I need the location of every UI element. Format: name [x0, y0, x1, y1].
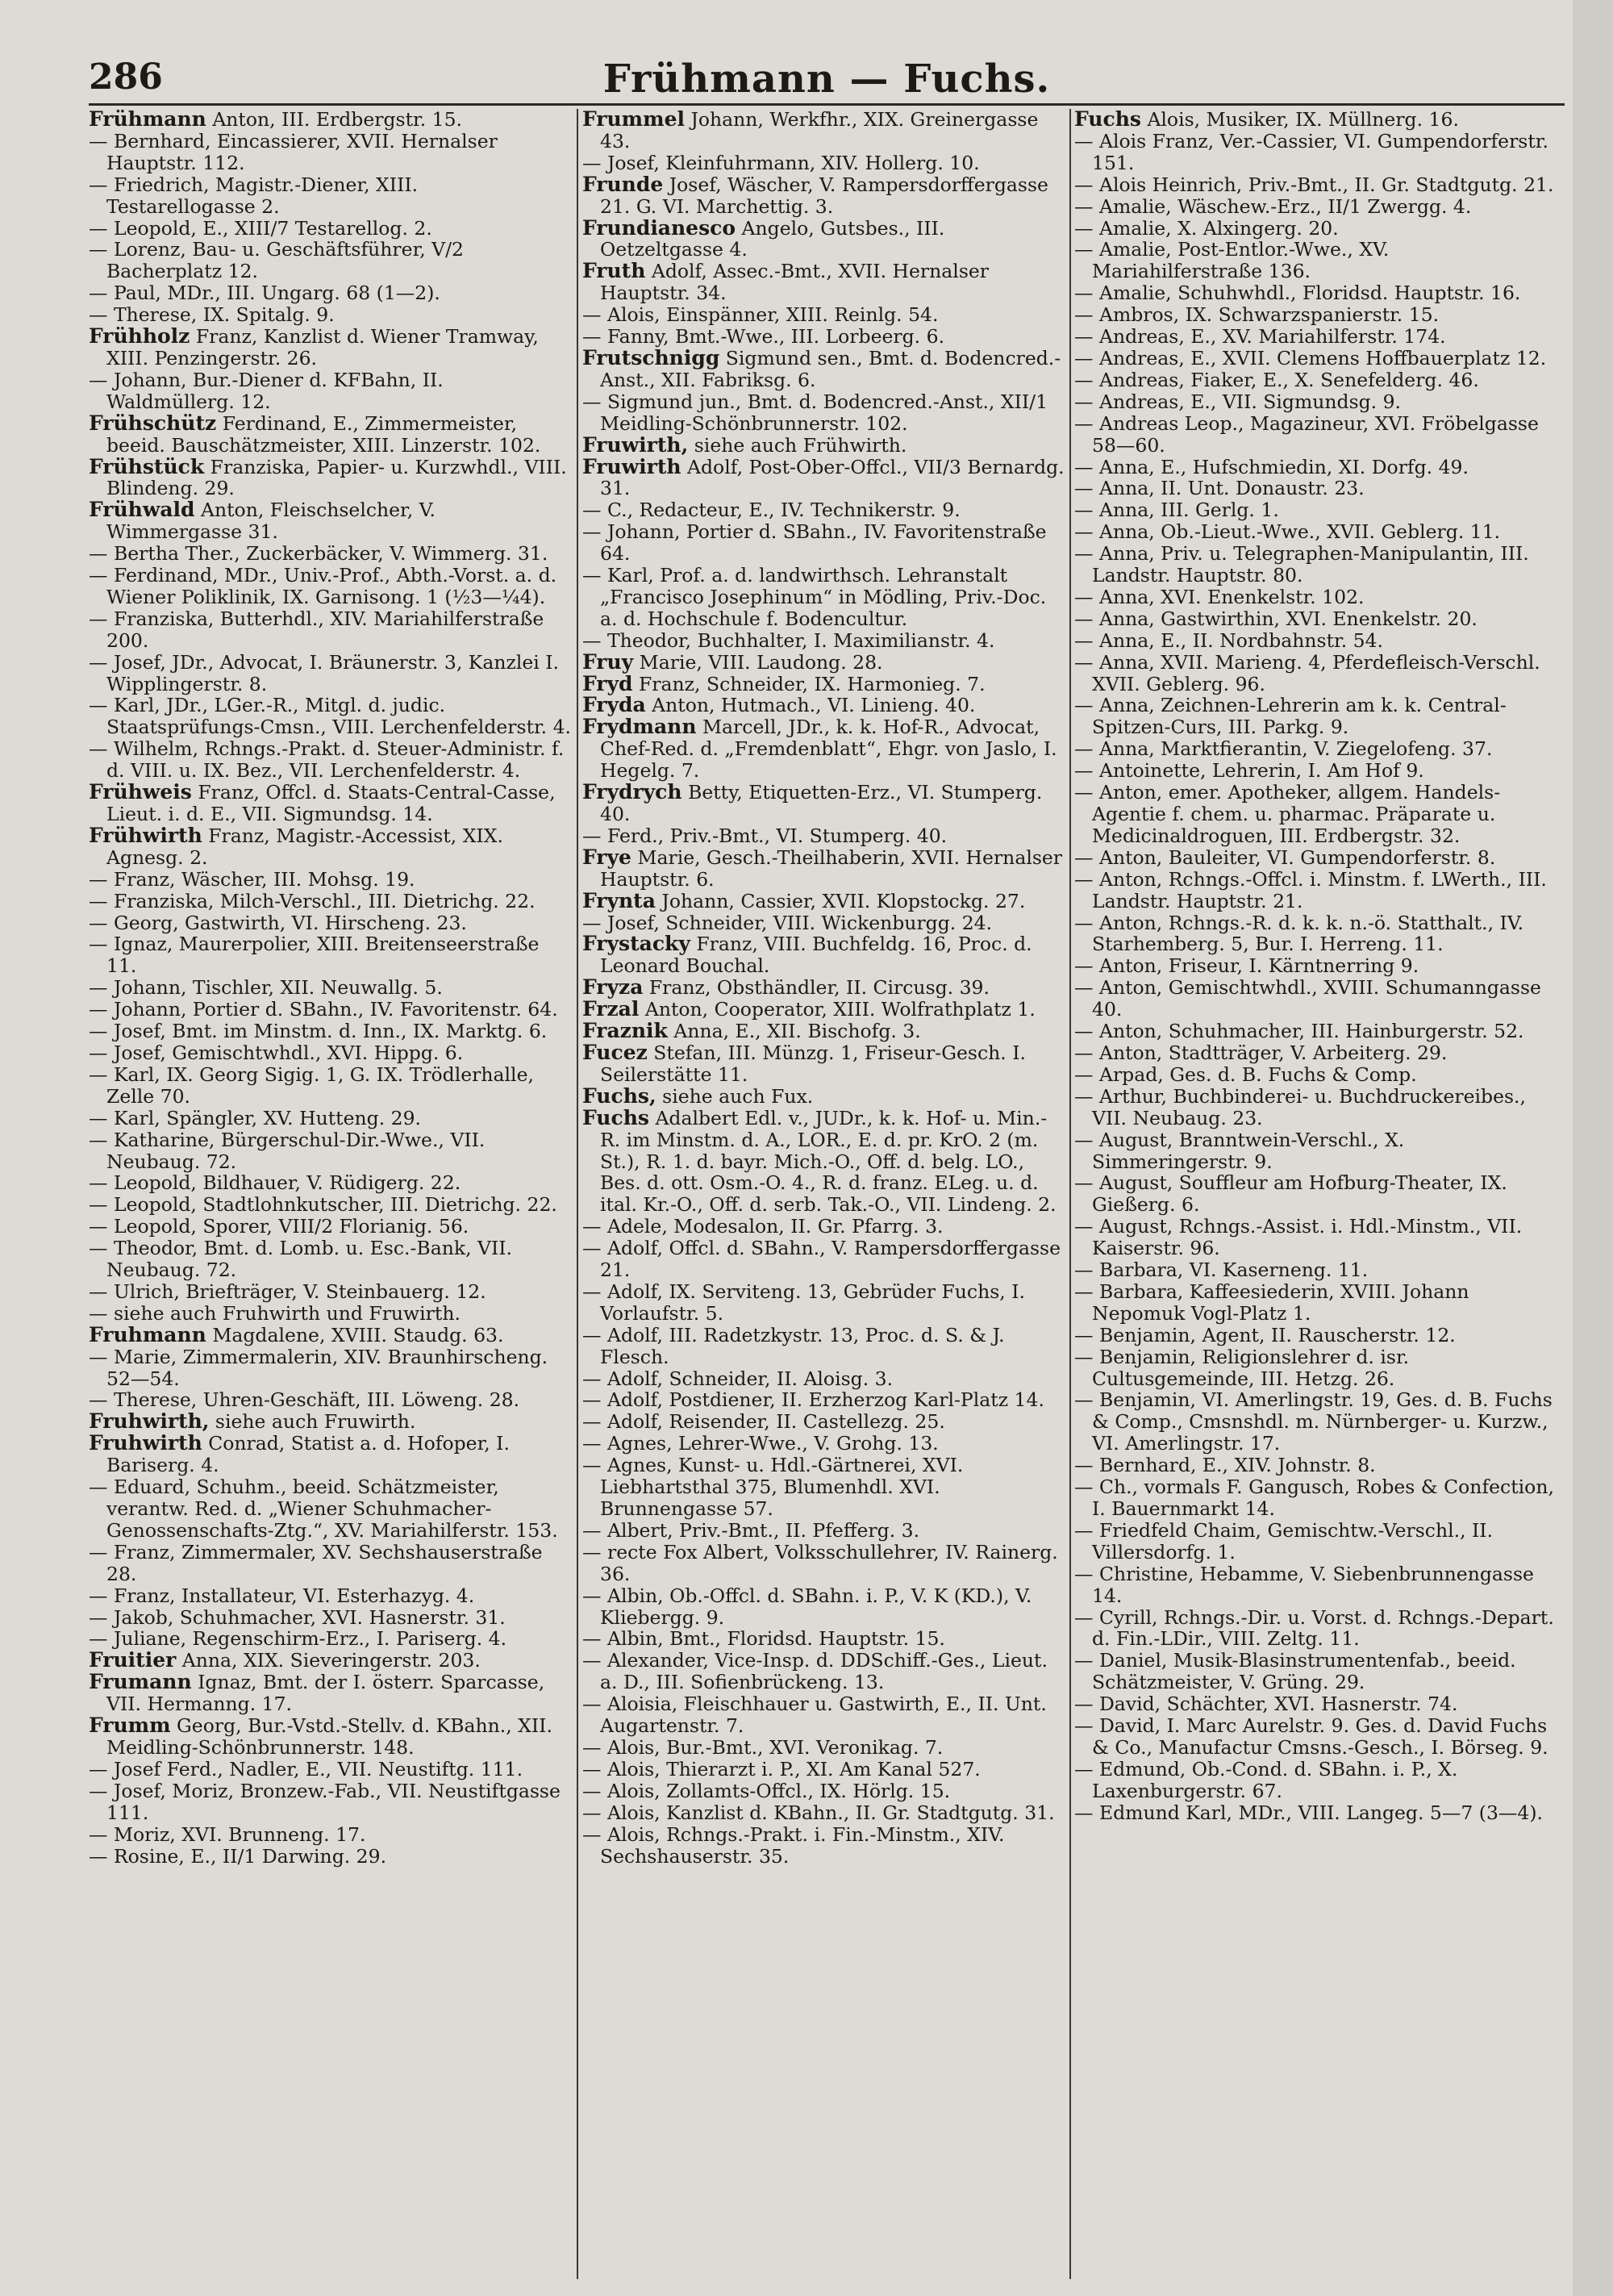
directory-entry: Frummel Johann, Werkfhr., XIX. Greinergasse 43. [582, 109, 1039, 152]
directory-entry: Fuchs, siehe auch Fux. [582, 1083, 814, 1108]
directory-entry: — Franz, Wäscher, III. Mohsg. 19. [89, 867, 415, 891]
directory-entry: — Agnes, Lehrer-Wwe., V. Grohg. 13. [582, 1432, 939, 1455]
directory-entry: — Rosine, E., II/1 Darwing. 29. [89, 1844, 387, 1868]
directory-entry: — Anna, Priv. u. Telegraphen-Manipulantin, III. Landstr. Hauptstr. 80. [1074, 542, 1529, 587]
directory-entry: — Anton, Stadtträger, V. Arbeiterg. 29. [1074, 1041, 1448, 1064]
directory-entry: — Barbara, Kaffeesiederin, XVIII. Johann Nepomuk Vogl-Platz 1. [1074, 1279, 1469, 1325]
directory-entry: — Edmund, Ob.-Cond. d. SBahn. i. P., X. Laxenburgerstr. 67. [1074, 1757, 1458, 1802]
directory-entry: — Cyrill, Rchngs.-Dir. u. Vorst. d. Rchngs.-Depart. d. Fin.-LDir., VIII. Zeltg. 11. [1074, 1605, 1554, 1651]
directory-entry: Fruwirth, siehe auch Frühwirth. [582, 432, 907, 457]
directory-entry: — Arthur, Buchbinderei- u. Buchdruckereibes., VII. Neubaug. 23. [1074, 1084, 1526, 1129]
directory-entry: — Therese, IX. Spitalg. 9. [89, 303, 335, 327]
directory-entry: — Adolf, Offcl. d. SBahn., V. Rampersdorffergasse 21. [582, 1237, 1061, 1282]
directory-entry: — August, Souffleur am Hofburg-Theater, IX. Gießerg. 6. [1074, 1171, 1507, 1217]
directory-entry: — Amalie, Post-Entlor.-Wwe., XV. Mariahilferstraße 136. [1074, 238, 1390, 283]
directory-entry: — Ch., vormals F. Gangusch, Robes & Confection, I. Bauernmarkt 14. [1074, 1476, 1554, 1520]
directory-entry: — Johann, Portier d. SBahn., IV. Favoritenstr. 64. [89, 998, 558, 1021]
directory-entry: — Anna, XVII. Marieng. 4, Pferdefleisch-Verschl. XVII. Geblerg. 96. [1074, 650, 1540, 695]
directory-entry: — Anton, Friseur, I. Kärntnerring 9. [1074, 954, 1419, 978]
directory-entry: — August, Rchngs.-Assist. i. Hdl.-Minstm., VII. Kaiserstr. 96. [1074, 1215, 1523, 1260]
directory-entry: Frystacky Franz, VIII. Buchfeldg. 16, Proc. d. Leonard Bouchal. [582, 932, 1032, 978]
directory-entry: — Adolf, IX. Serviteng. 13, Gebrüder Fuchs, I. Vorlaufstr. 5. [582, 1279, 1025, 1325]
directory-entry: — Alois, Zollamts-Offcl., IX. Hörlg. 15. [582, 1779, 951, 1802]
directory-entry: — Friedrich, Magistr.-Diener, XIII. Testarellogasse 2. [89, 173, 419, 218]
directory-entry: — Bernhard, Eincassierer, XVII. Hernalser Hauptstr. 112. [89, 129, 498, 174]
directory-entry: — Lorenz, Bau- u. Geschäftsführer, V/2 Bacherplatz 12. [89, 238, 465, 283]
directory-entry: Frzal Anton, Cooperator, XIII. Wolfrathplatz 1. [582, 997, 1036, 1021]
directory-entry: — Eduard, Schuhm., beeid. Schätzmeister, verantw. Red. d. „Wiener Schuhmacher-Genossenschafts-Ztg.“, XV. Mariahilferstr. 153. [89, 1476, 558, 1542]
directory-entry: — David, Schächter, XVI. Hasnerstr. 74. [1074, 1693, 1458, 1716]
directory-entry: — Andreas, E., VII. Sigmundsg. 9. [1074, 390, 1402, 413]
column-divider [577, 109, 578, 2279]
directory-entry: — Barbara, VI. Kaserneng. 11. [1074, 1259, 1369, 1282]
directory-entry: Frumann Ignaz, Bmt. der I. österr. Sparcasse, VII. Hermanng. 17. [89, 1670, 545, 1716]
directory-entry: Fruth Adolf, Assec.-Bmt., XVII. Hernalser Hauptstr. 34. [582, 259, 990, 305]
directory-entry: — Anton, Rchngs.-R. d. k. k. n.-ö. Statthalt., IV. Starhemberg. 5, Bur. I. Herreng. 11. [1074, 911, 1524, 956]
directory-entry: — Adele, Modesalon, II. Gr. Pfarrg. 3. [582, 1215, 944, 1238]
directory-entry: — Josef Ferd., Nadler, E., VII. Neustiftg. 111. [89, 1757, 523, 1780]
directory-entry: — Benjamin, Agent, II. Rauscherstr. 12. [1074, 1323, 1456, 1346]
page-number: 286 [89, 56, 163, 98]
directory-entry: — Josef, Kleinfuhrmann, XIV. Hollerg. 10. [582, 151, 980, 174]
directory-entry: — David, I. Marc Aurelstr. 9. Ges. d. David Fuchs & Co., Manufactur Cmsns.-Gesch., I. Börseg. 9. [1074, 1714, 1548, 1759]
directory-entry: — Fanny, Bmt.-Wwe., III. Lorbeerg. 6. [582, 325, 945, 349]
directory-entry: — Leopold, Sporer, VIII/2 Florianig. 56. [89, 1215, 469, 1238]
directory-entry: Fryza Franz, Obsthändler, II. Circusg. 39. [582, 975, 990, 1000]
page-header [89, 50, 1565, 106]
directory-entry: — Amalie, X. Alxingerg. 20. [1074, 216, 1339, 240]
directory-entry: — Anna, Ob.-Lieut.-Wwe., XVII. Geblerg. 11. [1074, 520, 1501, 544]
directory-entry: — Karl, JDr., LGer.-R., Mitgl. d. judic. Staatsprüfungs-Cmsn., VIII. Lerchenfelderstr. 4. [89, 694, 572, 739]
directory-entry: — Anton, emer. Apotheker, allgem. Handels-Agentie f. chem. u. pharmac. Präparate u. Medicinaldroguen, III. Erdbergstr. 32. [1074, 781, 1501, 847]
directory-entry: — Arpad, Ges. d. B. Fuchs & Comp. [1074, 1062, 1417, 1086]
directory-entry: — Alois, Bur.-Bmt., XVI. Veronikag. 7. [582, 1735, 944, 1759]
directory-entry: Frydmann Marcell, JDr., k. k. Hof-R., Advocat, Chef-Red. d. „Fremdenblatt“, Ehgr. von Jaslo, I. Hegelg. 7. [582, 715, 1057, 783]
directory-entry: Frühwald Anton, Fleischselcher, V. Wimmergasse 31. [89, 498, 436, 544]
directory-entry: Fuchs Adalbert Edl. v., JUDr., k. k. Hof- u. Min.-R. im Minstm. d. A., LOR., E. d. pr. KrO. 2 (m. St.), R. 1. d. bayr. Mich.-O., Off. d. belg. LO., Bes. d. ott. Osm.-O. 4., R. d. franz. ELeg. u. d. ital. Kr.-O., Off. d. serb. Tak.-O., VII. Lindeng. 2. [582, 1105, 1057, 1217]
directory-entry: — Albert, Priv.-Bmt., II. Pfefferg. 3. [582, 1518, 920, 1542]
directory-entry: — Anton, Schuhmacher, III. Hainburgerstr. 52. [1074, 1020, 1524, 1043]
directory-entry: — Ambros, IX. Schwarzspanierstr. 15. [1074, 303, 1440, 327]
directory-entry: — Josef, JDr., Advocat, I. Bräunerstr. 3, Kanzlei I. Wipplingerstr. 8. [89, 650, 560, 695]
directory-entry: — Bernhard, E., XIV. Johnstr. 8. [1074, 1454, 1376, 1477]
directory-entry: Fruitier Anna, XIX. Sieveringerstr. 203. [89, 1648, 481, 1672]
directory-entry: — Leopold, Bildhauer, V. Rüdigerg. 22. [89, 1171, 461, 1195]
directory-entry: — Karl, IX. Georg Sigig. 1, G. IX. Trödlerhalle, Zelle 70. [89, 1062, 534, 1108]
directory-entry: — Alois, Thierarzt i. P., XI. Am Kanal 527. [582, 1757, 981, 1780]
directory-entry: — Benjamin, Religionslehrer d. isr. Cultusgemeinde, III. Hetzg. 26. [1074, 1345, 1410, 1390]
directory-entry: Fuchs Alois, Musiker, IX. Müllnerg. 16. [1074, 109, 1459, 131]
directory-entry: — Alois Franz, Ver.-Cassier, VI. Gumpendorferstr. 151. [1074, 129, 1548, 174]
directory-entry: Fryd Franz, Schneider, IX. Harmonieg. 7. [582, 671, 986, 695]
directory-entry: — recte Fox Albert, Volksschullehrer, IV. Rainerg. 36. [582, 1540, 1058, 1585]
directory-entry: — Franz, Installateur, VI. Esterhazyg. 4. [89, 1584, 475, 1607]
directory-entry: Fruhwirth, siehe auch Fruwirth. [89, 1409, 416, 1434]
directory-entry: — Josef, Schneider, VIII. Wickenburgg. 24. [582, 911, 993, 934]
directory-entry: Fruy Marie, VIII. Laudong. 28. [582, 649, 883, 674]
directory-entry: — Adolf, Schneider, II. Aloisg. 3. [582, 1367, 894, 1390]
running-title: Frühmann — Fuchs. [602, 56, 1051, 102]
directory-entry: — Daniel, Musik-Blasinstrumentenfab., beeid. Schätzmeister, V. Grüng. 29. [1074, 1649, 1516, 1694]
directory-entry: — Andreas, Fiaker, E., X. Senefelderg. 46. [1074, 368, 1479, 391]
directory-entry: — Anna, Marktfierantin, V. Ziegelofeng. 37. [1074, 737, 1493, 761]
column-divider [1069, 109, 1071, 2279]
directory-entry: — Antoinette, Lehrerin, I. Am Hof 9. [1074, 759, 1424, 783]
directory-entry: — Anna, E., Hufschmiedin, XI. Dorfg. 49. [1074, 455, 1469, 478]
directory-entry: — Marie, Zimmermalerin, XIV. Braunhirscheng. 52—54. [89, 1345, 548, 1390]
directory-entry: — Andreas, E., XV. Mariahilferstr. 174. [1074, 325, 1446, 349]
directory-entry: — Theodor, Bmt. d. Lomb. u. Esc.-Bank, VII. Neubaug. 72. [89, 1237, 513, 1282]
directory-entry: — Franz, Zimmermaler, XV. Sechshauserstraße 28. [89, 1540, 543, 1585]
directory-entry: Fruwirth Adolf, Post-Ober-Offcl., VII/3 Bernardg. 31. [582, 454, 1065, 500]
directory-entry: — Ulrich, Briefträger, V. Steinbauerg. 12. [89, 1279, 486, 1303]
directory-entry: — Theodor, Buchhalter, I. Maximilianstr. 4. [582, 628, 995, 652]
directory-entry: — Anna, E., II. Nordbahnstr. 54. [1074, 628, 1384, 652]
directory-entry: — Leopold, Stadtlohnkutscher, III. Dietrichg. 22. [89, 1193, 557, 1217]
directory-entry: Fruhmann Magdalene, XVIII. Staudg. 63. [89, 1322, 504, 1346]
directory-entry: — Albin, Ob.-Offcl. d. SBahn. i. P., V. K (KD.), V. Kliebergg. 9. [582, 1584, 1032, 1629]
directory-entry: — Wilhelm, Rchngs.-Prakt. d. Steuer-Administr. f. d. VIII. u. IX. Bez., VII. Lerchenfelderstr. 4. [89, 737, 565, 783]
directory-entry: — Therese, Uhren-Geschäft, III. Löweng. 28. [89, 1388, 520, 1412]
directory-entry: — Edmund Karl, MDr., VIII. Langeg. 5—7 (3—4). [1074, 1801, 1543, 1824]
directory-entry: — Anton, Rchngs.-Offcl. i. Minstm. f. LWerth., III. Landstr. Hauptstr. 21. [1074, 867, 1547, 912]
directory-entry: — Johann, Tischler, XII. Neuwallg. 5. [89, 976, 443, 1000]
directory-entry: — Paul, MDr., III. Ungarg. 68 (1—2). [89, 282, 440, 305]
directory-entry: — Bertha Ther., Zuckerbäcker, V. Wimmerg. 31. [89, 542, 548, 566]
directory-entry: Frühholz Franz, Kanzlist d. Wiener Tramway, XIII. Penzingerstr. 26. [89, 324, 539, 369]
directory-entry: — Sigmund jun., Bmt. d. Bodencred.-Anst., XII/1 Meidling-Schönbrunnerstr. 102. [582, 390, 1048, 435]
column-middle [582, 109, 1065, 2279]
directory-entry: — Anna, III. Gerlg. 1. [1074, 499, 1279, 522]
directory-entry: Frye Marie, Gesch.-Theilhaberin, XVII. Hernalser Hauptstr. 6. [582, 845, 1063, 891]
directory-entry: — siehe auch Fruhwirth und Fruwirth. [89, 1301, 461, 1325]
directory-entry: — Aloisia, Fleischhauer u. Gastwirth, E., II. Unt. Augartenstr. 7. [582, 1693, 1047, 1738]
directory-entry: — Agnes, Kunst- u. Hdl.-Gärtnerei, XVI. Liebhartsthal 375, Blumenhdl. XVI. Brunnengasse 57. [582, 1454, 964, 1520]
directory-entry: — Jakob, Schuhmacher, XVI. Hasnerstr. 31. [89, 1605, 506, 1629]
directory-entry: — Ferdinand, MDr., Univ.-Prof., Abth.-Vorst. a. d. Wiener Poliklinik, IX. Garnisong. 1 (½3—¼4). [89, 564, 557, 608]
directory-entry: — Ferd., Priv.-Bmt., VI. Stumperg. 40. [582, 824, 948, 847]
directory-entry: Frühwirth Franz, Magistr.-Accessist, XIX. Agnesg. 2. [89, 823, 503, 869]
directory-entry: — August, Branntwein-Verschl., X. Simmeringerstr. 9. [1074, 1128, 1405, 1173]
directory-entry: — Friedfeld Chaim, Gemischtw.-Verschl., II. Villersdorfg. 1. [1074, 1518, 1494, 1563]
directory-entry: — Amalie, Schuhwhdl., Floridsd. Hauptstr. 16. [1074, 282, 1521, 305]
directory-entry: — Anna, XVI. Enenkelstr. 102. [1074, 585, 1365, 608]
directory-entry: — Anna, II. Unt. Donaustr. 23. [1074, 477, 1365, 500]
directory-entry: Frunde Josef, Wäscher, V. Rampersdorffergasse 21. G. VI. Marchettig. 3. [582, 172, 1048, 218]
directory-entry: — Andreas Leop., Magazineur, XVI. Fröbelgasse 58—60. [1074, 411, 1539, 457]
directory-entry: Frühstück Franziska, Papier- u. Kurzwhdl., VIII. Blindeng. 29. [89, 454, 567, 500]
directory-entry: Frühschütz Ferdinand, E., Zimmermeister, beeid. Bauschätzmeister, XIII. Linzerstr. 102. [89, 411, 541, 457]
directory-entry: Frühmann Anton, III. Erdbergstr. 15. [89, 109, 463, 131]
directory-entry: Frydrych Betty, Etiquetten-Erz., VI. Stumperg. 40. [582, 780, 1043, 825]
directory-entry: — Anton, Bauleiter, VI. Gumpendorferstr. 8. [1074, 845, 1496, 869]
directory-entry: — Anna, Zeichnen-Lehrerin am k. k. Central-Spitzen-Curs, III. Parkg. 9. [1074, 694, 1507, 739]
directory-entry: — C., Redacteur, E., IV. Technikerstr. 9. [582, 499, 961, 522]
column-right [1074, 109, 1565, 2279]
directory-entry: — Johann, Portier d. SBahn., IV. Favoritenstraße 64. [582, 520, 1047, 566]
directory-entry: — Amalie, Wäschew.-Erz., II/1 Zwergg. 4. [1074, 194, 1472, 218]
directory-entry: — Johann, Bur.-Diener d. KFBahn, II. Waldmüllerg. 12. [89, 368, 444, 413]
directory-entry: Fryda Anton, Hutmach., VI. Linieng. 40. [582, 693, 976, 717]
directory-entry: Frumm Georg, Bur.-Vstd.-Stellv. d. KBahn., XII. Meidling-Schönbrunnerstr. 148. [89, 1714, 552, 1759]
header-rule [89, 103, 1565, 106]
directory-entry: Fraznik Anna, E., XII. Bischofg. 3. [582, 1019, 921, 1043]
directory-entry: — Benjamin, VI. Amerlingstr. 19, Ges. d. B. Fuchs & Comp., Cmsnshdl. m. Nürnberger- u. Kurzw., VI. Amerlingstr. 17. [1074, 1388, 1553, 1455]
directory-entry: — Ignaz, Maurerpolier, XIII. Breitenseerstraße 11. [89, 933, 540, 978]
directory-entry: — Anna, Gastwirthin, XVI. Enenkelstr. 20. [1074, 607, 1478, 630]
column-left [89, 109, 573, 2279]
directory-entry: — Alois Heinrich, Priv.-Bmt., II. Gr. Stadtgutg. 21. [1074, 173, 1554, 196]
directory-entry: — Josef, Gemischtwhdl., XVI. Hippg. 6. [89, 1041, 464, 1064]
directory-entry: — Leopold, E., XIII/7 Testarellog. 2. [89, 216, 432, 240]
directory-entry: — Juliane, Regenschirm-Erz., I. Pariserg. 4. [89, 1627, 507, 1651]
directory-entry: — Adolf, Reisender, II. Castellezg. 25. [582, 1410, 945, 1434]
directory-entry: Fucez Stefan, III. Münzg. 1, Friseur-Gesch. I. Seilerstätte 11. [582, 1040, 1026, 1086]
directory-entry: Frundianesco Angelo, Gutsbes., III. Oetzeltgasse 4. [582, 215, 945, 261]
directory-entry: — Adolf, III. Radetzkystr. 13, Proc. d. S. & J. Flesch. [582, 1323, 1005, 1368]
directory-entry: — Alois, Einspänner, XIII. Reinlg. 54. [582, 303, 939, 327]
directory-entry: — Alois, Rchngs.-Prakt. i. Fin.-Minstm., XIV. Sechshauserstr. 35. [582, 1822, 1005, 1868]
directory-entry: — Anton, Gemischtwhdl., XVIII. Schumanngasse 40. [1074, 976, 1541, 1021]
directory-entry: Fruhwirth Conrad, Statist a. d. Hofoper, I. Bariserg. 4. [89, 1431, 510, 1477]
directory-entry: — Adolf, Postdiener, II. Erzherzog Karl-Platz 14. [582, 1388, 1044, 1412]
directory-entry: Frühweis Franz, Offcl. d. Staats-Central-Casse, Lieut. i. d. E., VII. Sigmundsg. 14. [89, 780, 556, 825]
directory-entry: — Georg, Gastwirth, VI. Hirscheng. 23. [89, 911, 467, 934]
directory-entry: — Katharine, Bürgerschul-Dir.-Wwe., VII. Neubaug. 72. [89, 1128, 486, 1173]
directory-entry: — Alois, Kanzlist d. KBahn., II. Gr. Stadtgutg. 31. [582, 1801, 1055, 1824]
directory-entry: — Albin, Bmt., Floridsd. Hauptstr. 15. [582, 1627, 945, 1651]
directory-entry: — Franziska, Milch-Verschl., III. Dietrichg. 22. [89, 889, 536, 912]
directory-entry: — Karl, Spängler, XV. Hutteng. 29. [89, 1106, 422, 1129]
directory-entry: — Josef, Bmt. im Minstm. d. Inn., IX. Marktg. 6. [89, 1020, 548, 1043]
directory-entry: — Karl, Prof. a. d. landwirthsch. Lehranstalt „Francisco Josephinum“ in Mödling, Priv.-Doc. a. d. Hochschule f. Bodencultur. [582, 564, 1047, 630]
directory-entry: — Andreas, E., XVII. Clemens Hoffbauerplatz 12. [1074, 346, 1547, 369]
directory-entry: — Christine, Hebamme, V. Siebenbrunnengasse 14. [1074, 1562, 1534, 1607]
directory-entry: Frutschnigg Sigmund sen., Bmt. d. Bodencred.-Anst., XII. Fabriksg. 6. [582, 345, 1061, 391]
directory-entry: Frynta Johann, Cassier, XVII. Klopstockg. 27. [582, 888, 1026, 912]
directory-entry: — Alexander, Vice-Insp. d. DDSchiff.-Ges., Lieut. a. D., III. Sofienbrückeng. 13. [582, 1649, 1048, 1694]
page-edge [1573, 0, 1613, 2296]
directory-entry: — Josef, Moriz, Bronzew.-Fab., VII. Neustiftgasse 111. [89, 1779, 561, 1824]
directory-entry: — Moriz, XVI. Brunneng. 17. [89, 1822, 366, 1846]
directory-entry: — Franziska, Butterhdl., XIV. Mariahilferstraße 200. [89, 607, 544, 652]
